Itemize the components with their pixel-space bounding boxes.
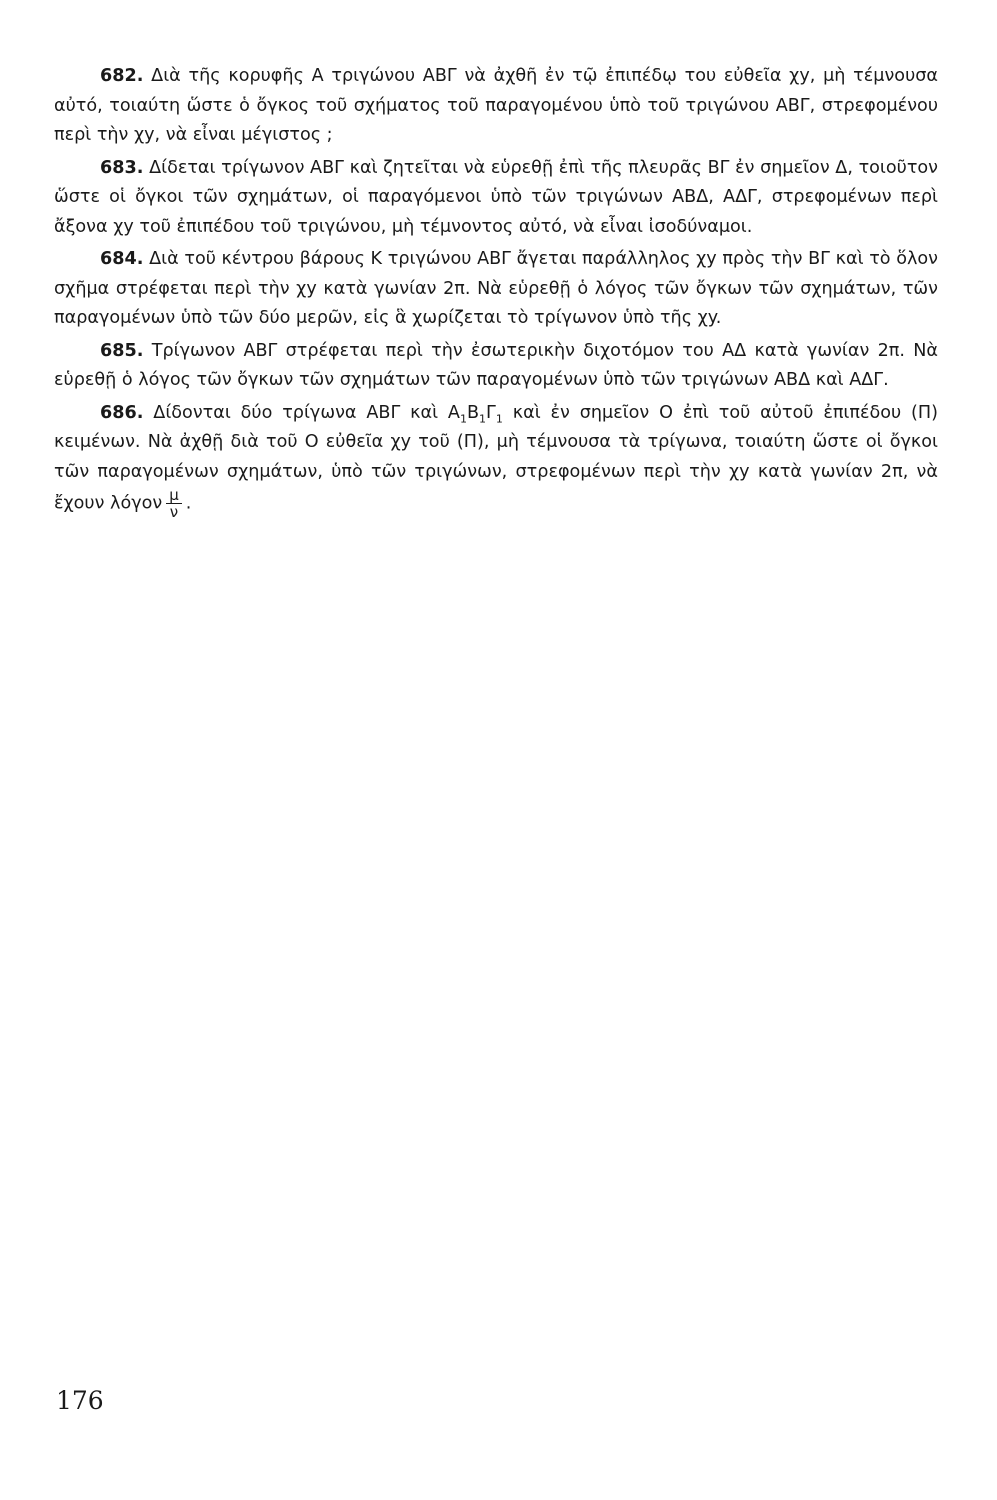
- fraction-denominator: ν: [169, 503, 179, 521]
- exercise-text: Διὰ τῆς κορυφῆς Α τριγώνου ΑΒΓ νὰ ἀχθῆ ἐν τῷ ἐπιπέδῳ του εὐθεῖα χy, μὴ τέμνουσα αὐτό, τοιαύτη ὥστε ὁ ὄγκος τοῦ σχήματος τοῦ παραγομένου ὑπὸ τοῦ τριγώνου ΑΒΓ, στρεφομένου περὶ τὴν χy, νὰ εἶναι μέγιστος ;: [54, 66, 938, 145]
- exercise-number: 682.: [100, 66, 144, 86]
- subscript: 1: [479, 412, 487, 426]
- exercise-682: [54, 62, 938, 151]
- exercise-text: Διὰ τοῦ κέντρου βάρους Κ τριγώνου ΑΒΓ ἄγεται παράλληλος χy πρὸς τὴν ΒΓ καὶ τὸ ὅλον σχῆμα στρέφεται περὶ τὴν χy κατὰ γωνίαν 2π. Νὰ εὑρεθῇ ὁ λόγος τῶν ὄγκων τῶν σχημάτων, τῶν παραγομένων ὑπὸ τῶν δύο μερῶν, εἰς ἃ χωρίζεται τὸ τρίγωνον ὑπὸ τῆς χy.: [54, 249, 938, 328]
- exercise-685: [54, 337, 938, 396]
- fraction-numerator: μ: [166, 487, 182, 504]
- exercise-number: 685.: [100, 340, 144, 361]
- page-number: 176: [56, 1386, 104, 1415]
- exercise-686: [54, 399, 938, 521]
- subscript: 1: [459, 412, 467, 426]
- exercise-text: Δίδεται τρίγωνον ΑΒΓ καὶ ζητεῖται νὰ εὑρεθῇ ἐπὶ τῆς πλευρᾶς ΒΓ ἐν σημεῖον Δ, τοιοῦτον ὥστε οἱ ὄγκοι τῶν σχημάτων, οἱ παραγόμενοι ὑπὸ τῶν τριγώνων ΑΒΔ, ΑΔΓ, στρεφομένων περὶ ἄξονα χy τοῦ ἐπιπέδου τοῦ τριγώνου, μὴ τέμνοντος αὐτό, νὰ εἶναι ἰσοδύναμοι.: [54, 157, 939, 237]
- subscript: 1: [495, 412, 503, 426]
- exercise-number: 686.: [100, 402, 144, 423]
- exercise-text: Δίδονται δύο τρίγωνα ΑΒΓ καὶ Α: [153, 402, 460, 423]
- exercise-text: .: [185, 493, 192, 514]
- exercise-number: 683.: [100, 157, 144, 178]
- exercise-text: Γ: [486, 402, 496, 423]
- exercise-number: 684.: [100, 249, 144, 269]
- ratio-fraction: [166, 487, 182, 520]
- exercise-683: [54, 154, 938, 243]
- exercise-list: [54, 62, 938, 523]
- exercise-text: καὶ ἐν σημεῖον Ο ἐπὶ τοῦ αὐτοῦ ἐπιπέδου (Π) κειμένων. Νὰ ἀχθῇ διὰ τοῦ Ο εὐθεῖα χy τοῦ (Π), μὴ τέμνουσα τὰ τρίγωνα, τοιαύτη ὥστε οἱ ὄγκοι τῶν παραγομένων σχημάτων, ὑπὸ τῶν τριγώνων, στρεφομένων περὶ τὴν χy κατὰ γωνίαν 2π, νὰ ἔχουν λόγον: [54, 402, 939, 514]
- exercise-text: Β: [466, 402, 480, 423]
- exercise-text: Τρίγωνον ΑΒΓ στρέφεται περὶ τὴν ἐσωτερικὴν διχοτόμον του ΑΔ κατὰ γωνίαν 2π. Νὰ εὑρεθῇ ὁ λόγος τῶν ὄγκων τῶν σχημάτων τῶν παραγομένων ὑπὸ τῶν τριγώνων ΑΒΔ καὶ ΑΔΓ.: [54, 340, 938, 390]
- exercise-684: [54, 245, 938, 334]
